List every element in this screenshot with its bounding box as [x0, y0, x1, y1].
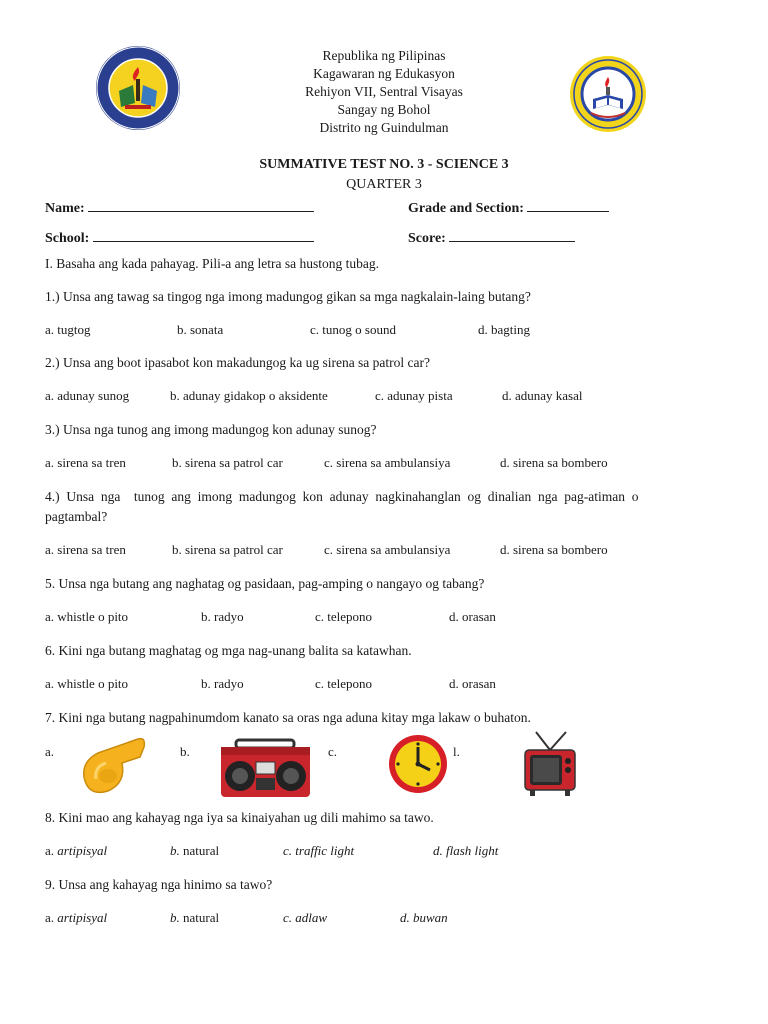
- question-1: 1.) Unsa ang tawag sa tingog nga imong madungog gikan sa mga nagkalain-laing butang?: [45, 289, 531, 304]
- q1-option-b[interactable]: b. sonata: [177, 322, 224, 337]
- q2-option-b[interactable]: b. adunay gidakop o aksidente: [170, 388, 328, 403]
- q3-option-a[interactable]: a. sirena sa tren: [45, 455, 126, 470]
- q8-option-c-letter: c.: [283, 843, 293, 858]
- grade-section-label: Grade and Section:: [408, 201, 524, 216]
- q6-option-c[interactable]: c. telepono: [315, 676, 373, 691]
- q4-option-c[interactable]: c. sirena sa ambulansiya: [324, 542, 451, 557]
- q9-option-c[interactable]: [283, 910, 327, 926]
- q8-option-a-word: artipisyal: [57, 843, 108, 858]
- q9-option-a[interactable]: [45, 910, 107, 926]
- question-9: 9. Unsa ang kahayag nga hinimo sa tawo?: [45, 877, 273, 892]
- header-region: Rehiyon VII, Sentral Visayas: [305, 84, 463, 99]
- question-6: 6. Kini nga butang maghatag og mga nag-unang balita sa katawhan.: [45, 643, 412, 658]
- grade-section-field[interactable]: [408, 199, 609, 217]
- question-5: 5. Unsa nga butang ang naghatag og pasidaan, pag-amping o nangayo og tabang?: [45, 576, 485, 591]
- q7-option-b[interactable]: b.: [180, 744, 190, 759]
- q9-option-c-word: adlaw: [295, 910, 328, 925]
- q8-option-d-letter: d.: [433, 843, 443, 858]
- question-4-line2: pagtambal?: [45, 509, 108, 524]
- header-division: Sangay ng Bohol: [337, 102, 431, 117]
- q8-option-d-word: flash light: [446, 843, 499, 858]
- header-department: Kagawaran ng Edukasyon: [313, 66, 455, 81]
- q7-option-c[interactable]: c.: [328, 744, 338, 759]
- q5-option-d[interactable]: d. orasan: [449, 609, 496, 624]
- q9-option-a-word: artipisyal: [57, 910, 108, 925]
- header-district: Distrito ng Guindulman: [319, 120, 449, 135]
- grade-section-blank[interactable]: [527, 199, 609, 212]
- q8-option-a[interactable]: [45, 843, 107, 859]
- q3-option-d[interactable]: d. sirena sa bombero: [500, 455, 608, 470]
- q8-option-b[interactable]: [170, 843, 219, 859]
- q8-option-b-letter: b.: [170, 843, 180, 858]
- page-title: SUMMATIVE TEST NO. 3 - SCIENCE 3: [259, 157, 509, 172]
- q5-option-a[interactable]: a. whistle o pito: [45, 609, 129, 624]
- q9-option-c-letter: c.: [283, 910, 293, 925]
- q1-option-a[interactable]: a. tugtog: [45, 322, 91, 337]
- score-blank[interactable]: [449, 229, 575, 242]
- q7-option-a[interactable]: a.: [45, 744, 55, 759]
- q6-option-a[interactable]: a. whistle o pito: [45, 676, 129, 691]
- q2-option-d[interactable]: d. adunay kasal: [502, 388, 583, 403]
- q3-option-c[interactable]: c. sirena sa ambulansiya: [324, 455, 451, 470]
- question-7: 7. Kini nga butang nagpahinumdom kanato sa oras nga aduna kitay mga lakaw o buhaton.: [45, 710, 531, 725]
- school-blank[interactable]: [93, 229, 314, 242]
- question-8: 8. Kini mao ang kahayag nga iya sa kinaiyahan ug dili mahimo sa tawo.: [45, 810, 434, 825]
- score-field[interactable]: [408, 229, 575, 247]
- q8-option-b-word: natural: [183, 843, 220, 858]
- q8-option-a-letter: a.: [45, 843, 55, 858]
- name-field[interactable]: [45, 199, 314, 217]
- q9-option-d-letter: d.: [400, 910, 410, 925]
- q9-option-b-word: natural: [183, 910, 220, 925]
- clock-icon[interactable]: [388, 734, 448, 794]
- q7-option-d[interactable]: l.: [453, 744, 460, 759]
- q8-option-d[interactable]: [433, 843, 498, 859]
- instruction-text: I. Basaha ang kada pahayag. Pili-a ang letra sa hustong tubag.: [45, 256, 380, 271]
- question-2: 2.) Unsa ang boot ipasabot kon makadungog ka ug sirena sa patrol car?: [45, 355, 431, 370]
- name-label: Name:: [45, 201, 85, 216]
- q4-option-a[interactable]: a. sirena sa tren: [45, 542, 126, 557]
- q6-option-b[interactable]: b. radyo: [201, 676, 244, 691]
- q2-option-a[interactable]: a. adunay sunog: [45, 388, 130, 403]
- q9-option-d-word: buwan: [413, 910, 448, 925]
- q5-option-b[interactable]: b. radyo: [201, 609, 244, 624]
- tv-icon[interactable]: [522, 730, 578, 798]
- question-4-line1: 4.) Unsa nga tunog ang imong madungog kon adunay nagkinahanglan og dinalian nga pag-atiman o: [45, 489, 639, 504]
- score-label: Score:: [408, 231, 446, 246]
- q3-option-b[interactable]: b. sirena sa patrol car: [172, 455, 283, 470]
- q6-option-d[interactable]: d. orasan: [449, 676, 496, 691]
- school-field[interactable]: [45, 229, 314, 247]
- q5-option-c[interactable]: c. telepono: [315, 609, 373, 624]
- q8-option-c[interactable]: [283, 843, 354, 859]
- q9-option-a-letter: a.: [45, 910, 55, 925]
- q4-option-d[interactable]: d. sirena sa bombero: [500, 542, 608, 557]
- quarter-label: QUARTER 3: [346, 177, 422, 192]
- whistle-icon[interactable]: [78, 733, 148, 797]
- question-3: 3.) Unsa nga tunog ang imong madungog kon adunay sunog?: [45, 422, 377, 437]
- q1-option-d[interactable]: d. bagting: [478, 322, 530, 337]
- q4-option-b[interactable]: b. sirena sa patrol car: [172, 542, 283, 557]
- q9-option-d[interactable]: [400, 910, 448, 926]
- q9-option-b-letter: b.: [170, 910, 180, 925]
- q2-option-c[interactable]: c. adunay pista: [375, 388, 453, 403]
- q9-option-b[interactable]: [170, 910, 219, 926]
- q8-option-c-word: traffic light: [295, 843, 355, 858]
- header-country: Republika ng Pilipinas: [322, 48, 446, 63]
- radio-icon[interactable]: [218, 738, 313, 800]
- q1-option-c[interactable]: c. tunog o sound: [310, 322, 396, 337]
- school-label: School:: [45, 231, 90, 246]
- name-blank[interactable]: [88, 199, 314, 212]
